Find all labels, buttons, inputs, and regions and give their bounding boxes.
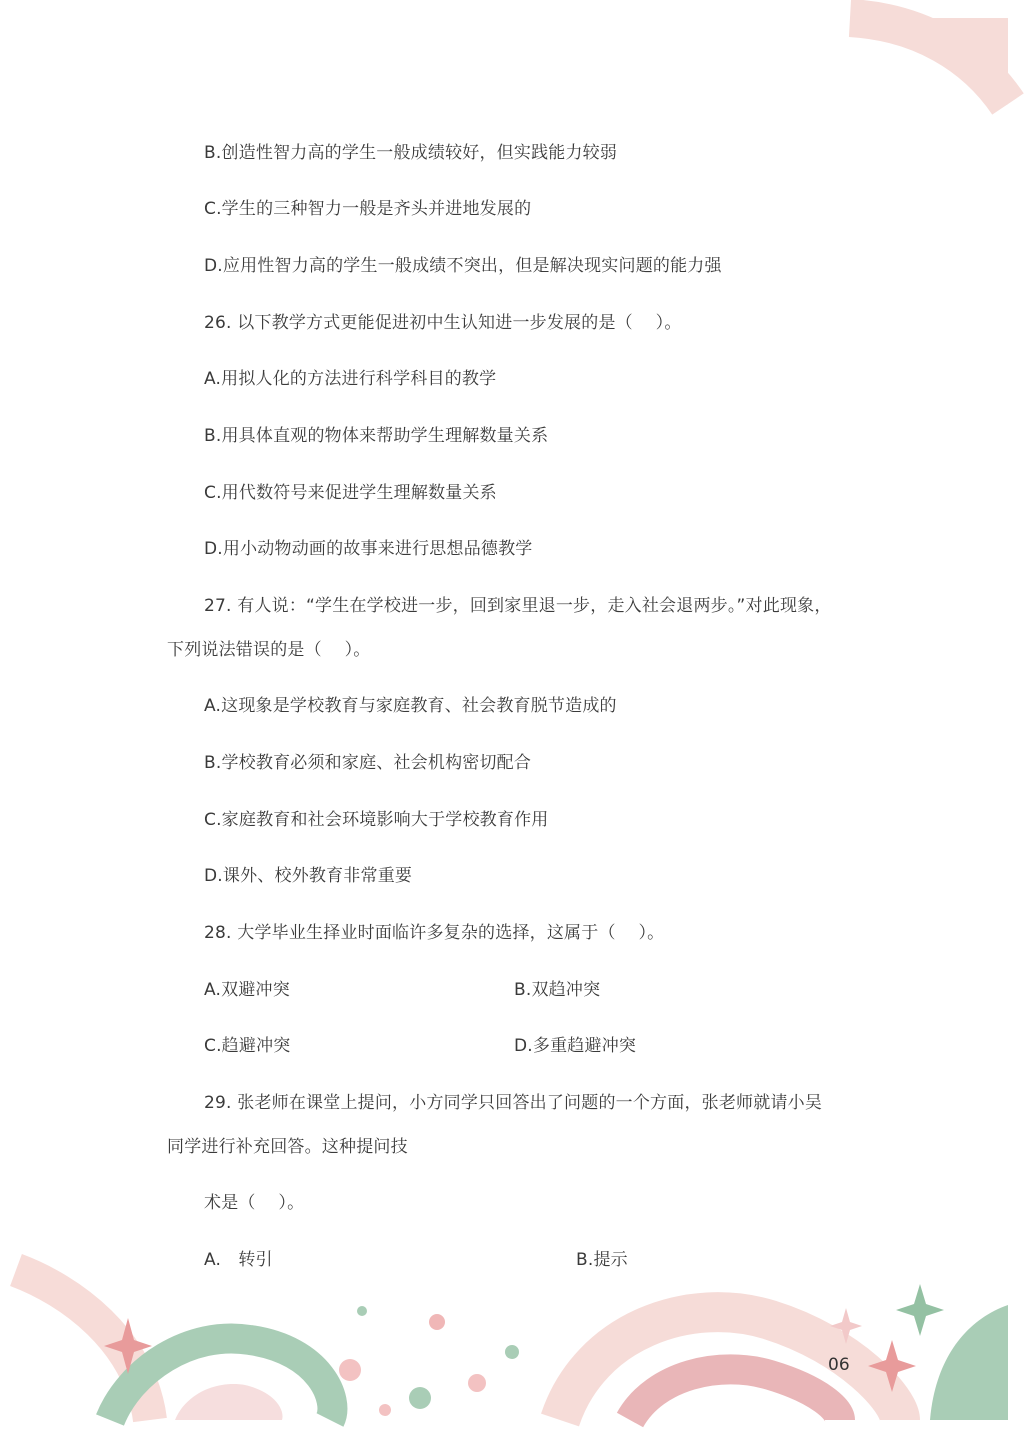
q28-stem: 28. 大学毕业生择业时面临许多复杂的选择，这属于（ ）。 xyxy=(204,923,665,943)
q28-option-b: B.双趋冲突 xyxy=(514,980,601,1000)
q27-stem-line-1: 27. 有人说：“学生在学校进一步，回到家里退一步，走入社会退两步。”对此现象， xyxy=(204,596,832,616)
q26-option-c: C.用代数符号来促进学生理解数量关系 xyxy=(204,483,497,503)
q27-option-b: B.学校教育必须和家庭、社会机构密切配合 xyxy=(204,753,532,773)
q27-option-c: C.家庭教育和社会环境影响大于学校教育作用 xyxy=(204,810,549,830)
q26-option-d: D.用小动物动画的故事来进行思想品德教学 xyxy=(204,539,533,559)
q26-option-b: B.用具体直观的物体来帮助学生理解数量关系 xyxy=(204,426,549,446)
q29-stem-line-2: 同学进行补充回答。这种提问技 xyxy=(167,1137,408,1157)
q27-stem-line-2: 下列说法错误的是（ ）。 xyxy=(167,640,371,660)
q25-option-b: B.创造性智力高的学生一般成绩较好，但实践能力较弱 xyxy=(204,143,618,163)
q26-option-a: A.用拟人化的方法进行科学科目的教学 xyxy=(204,369,497,389)
page-number: 06 xyxy=(828,1355,850,1375)
q25-option-d: D.应用性智力高的学生一般成绩不突出，但是解决现实问题的能力强 xyxy=(204,256,722,276)
dot-icon xyxy=(339,1306,519,1416)
bottom-right-rainbow xyxy=(560,1305,1008,1420)
q29-stem-line-1: 29. 张老师在课堂上提问，小方同学只回答出了问题的一个方面，张老师就请小吴 xyxy=(204,1093,823,1113)
q29-stem-line-3: 术是（ ）。 xyxy=(204,1193,305,1213)
sparkle-icon xyxy=(896,1284,944,1336)
q28-option-a: A.双避冲突 xyxy=(204,980,290,1000)
q27-option-a: A.这现象是学校教育与家庭教育、社会教育脱节造成的 xyxy=(204,696,617,716)
q26-stem: 26. 以下教学方式更能促进初中生认知进一步发展的是（ ）。 xyxy=(204,313,682,333)
q25-option-c: C.学生的三种智力一般是齐头并进地发展的 xyxy=(204,199,532,219)
top-right-arc xyxy=(850,18,1008,105)
q29-option-a: A. 转引 xyxy=(204,1250,273,1270)
q27-option-d: D.课外、校外教育非常重要 xyxy=(204,866,413,886)
q29-option-b: B.提示 xyxy=(576,1250,628,1270)
q28-option-c: C.趋避冲突 xyxy=(204,1036,291,1056)
q28-option-d: D.多重趋避冲突 xyxy=(514,1036,637,1056)
